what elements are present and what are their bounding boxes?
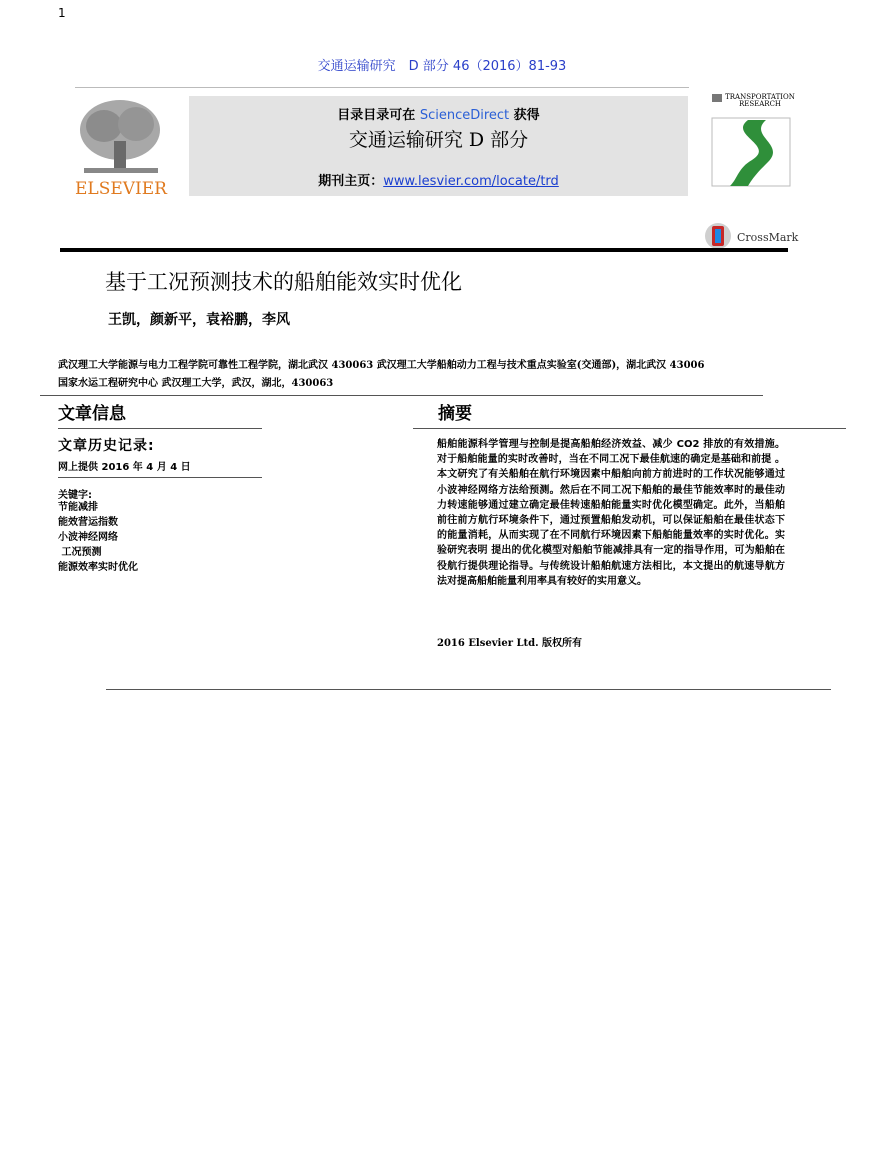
footer-rule [106, 689, 831, 690]
abstract-text: 船舶能源科学管理与控制是提高船舶经济效益、减少 CO2 排放的有效措施。对于船舶能量的实时改善时，当在不同工况下最佳航速的确定是基础和前提 。本文研究了有关船舶在航行环境因素中船舶向前方前进时的工作状况能够通过小波神经网络方法给预测。然后在不同工况下船舶的最佳节能效率时的最佳动力转速能够通过建立确定最佳转速船舶能量实时优化模型确定。此外，当船舶前往前方航行环境条件下，通过预置船舶发动机，可以保证船舶在最佳状态下的能量消耗，从而实现了在不同航行环境因素下船舶能量效率的实时优化。实验研究表明 提出的优化模型对船舶节能减排具有一定的指导作用，可为船舶在役航行提供理论指导。与传统设计船舶航速方法相比，本文提出的航速导航方法对提高船舶能量利用率具有较好的实用意义。 [437, 439, 785, 587]
elsevier-logo [74, 96, 168, 198]
title-rule [60, 248, 788, 252]
paper-title: 基于工况预测技术的船舶能效实时优化 [105, 270, 462, 294]
homepage-label: 期刊主页： [318, 174, 384, 189]
toc-prefix: 目录目录可在 [337, 108, 420, 123]
homepage-link[interactable]: www.lesvier.com/locate/trd [383, 174, 559, 189]
journal-homepage [189, 170, 688, 189]
history-rule [58, 477, 262, 478]
header-divider [75, 87, 689, 88]
affiliation-line: 武汉理工大学能源与电力工程学院可靠性工程学院，湖北武汉 430063 武汉理工大学船舶动力工程与技术重点实验室(交通部)，湖北武汉 43006 [58, 360, 705, 371]
keyword: 能效营运指数 [58, 517, 118, 528]
elsevier-wordmark: ELSEVIER [75, 179, 167, 199]
article-info-rule [58, 428, 262, 429]
abstract-heading: 摘要 [438, 404, 472, 424]
crossmark-label: CrossMark [737, 231, 799, 244]
section-divider [40, 395, 763, 396]
history-heading: 文章历史记录: [58, 438, 155, 454]
journal-citation: 交通运输研究 D 部分 46（2016）81-93 [317, 59, 567, 74]
cover-title-2: RESEARCH [738, 100, 782, 108]
toc-suffix: 获得 [509, 108, 540, 123]
copyright-notice: 2016 Elsevier Ltd. 版权所有 [437, 638, 583, 649]
affiliations [58, 357, 798, 393]
cover-title-1: TRANSPORTATION [725, 93, 795, 101]
journal-cover [708, 90, 798, 190]
keyword: 工况预测 [58, 547, 102, 558]
page-number: 1 [58, 6, 66, 20]
history-date: 网上提供 2016 年 4 月 4 日 [58, 462, 191, 473]
keyword: 节能减排 [58, 502, 98, 513]
keyword: 能源效率实时优化 [58, 562, 138, 573]
keyword-list [58, 500, 138, 575]
journal-name: 交通运输研究 D 部分 [348, 129, 529, 151]
affiliation-line: 国家水运工程研究中心 武汉理工大学，武汉，湖北，430063 [58, 378, 334, 389]
article-info-heading: 文章信息 [58, 404, 126, 424]
sciencedirect-link[interactable]: ScienceDirect [419, 108, 510, 123]
keywords-heading: 关键字: [58, 490, 92, 501]
abstract-rule [413, 428, 846, 429]
keyword: 小波神经网络 [58, 532, 118, 543]
author-list: 王凯，颜新平，袁裕鹏，李风 [108, 312, 290, 328]
crossmark-badge[interactable] [704, 222, 799, 250]
toc-availability [189, 104, 688, 123]
